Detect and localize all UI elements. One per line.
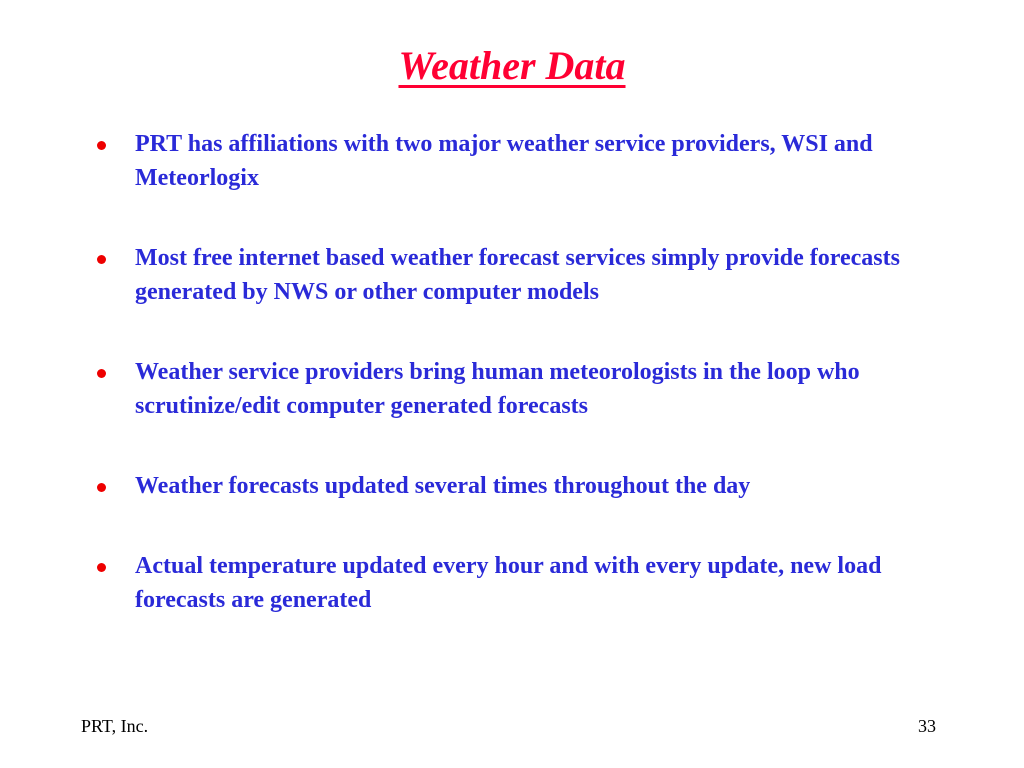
bullet-text: Most free internet based weather forecast services simply provide forecasts generated by NWS or other computer models [135,245,900,305]
bullet-text: Actual temperature updated every hour and with every update, new load forecasts are generated [135,553,882,613]
bullet-item [95,549,945,617]
bullet-item [95,355,945,423]
bullet-dot-icon [97,255,106,264]
bullet-text: Weather service providers bring human meteorologists in the loop who scrutinize/edit computer generated forecasts [135,359,860,419]
bullet-item [95,241,945,309]
slide-title: Weather Data [398,43,626,88]
bullet-dot-icon [97,369,106,378]
bullet-text: PRT has affiliations with two major weather service providers, WSI and Meteorlogix [135,131,873,191]
bullet-item [95,469,945,503]
bullet-item [95,127,945,195]
footer-company: PRT, Inc. [81,716,149,736]
footer-page-number: 33 [918,716,936,736]
bullet-dot-icon [97,563,106,572]
bullet-list [95,127,945,663]
bullet-dot-icon [97,483,106,492]
bullet-text: Weather forecasts updated several times throughout the day [135,473,751,499]
bullet-dot-icon [97,141,106,150]
